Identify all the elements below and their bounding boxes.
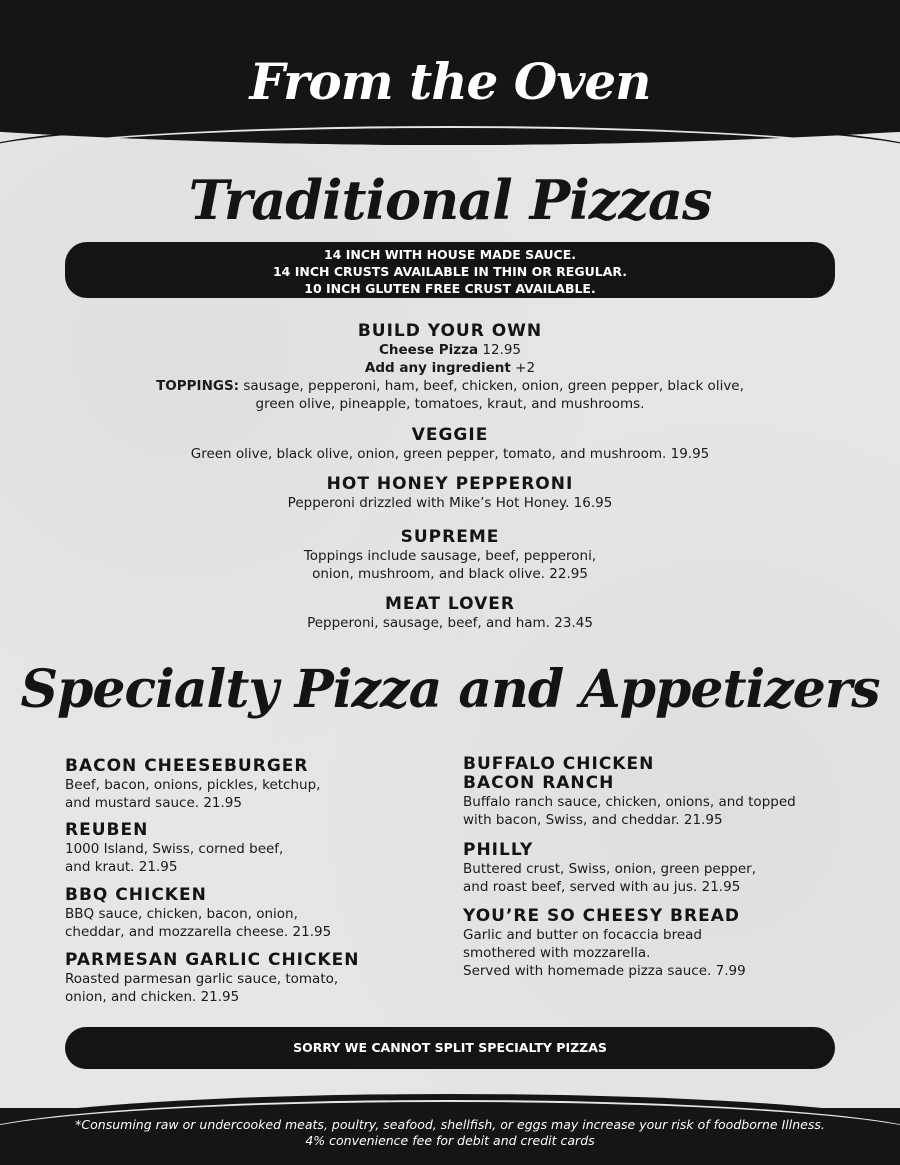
item-desc: and kraut. 21.95 bbox=[65, 859, 178, 875]
menu-item-bacon-cheeseburger bbox=[65, 757, 435, 812]
item-desc: cheddar, and mozzarella cheese. 21.95 bbox=[65, 924, 332, 940]
traditional-notes-banner bbox=[65, 242, 835, 298]
fee-line: 4% convenience fee for debit and credit cards bbox=[305, 1133, 595, 1148]
disclaimer-line: *Consuming raw or undercooked meats, poultry, seafood, shellfish, or eggs may increase your risk of foodborne Illness. bbox=[75, 1117, 825, 1132]
item-desc: Buffalo ranch sauce, chicken, onions, and topped bbox=[463, 794, 796, 810]
item-desc: Green olive, black olive, onion, green pepper, tomato, and mushroom. 19.95 bbox=[190, 446, 710, 462]
note-line: 14 INCH CRUSTS AVAILABLE IN THIN OR REGULAR. bbox=[272, 264, 628, 279]
menu-item-meat-lover bbox=[0, 594, 900, 632]
item-desc: with bacon, Swiss, and cheddar. 21.95 bbox=[463, 812, 723, 828]
item-desc: BBQ sauce, chicken, bacon, onion, bbox=[65, 906, 298, 922]
toppings-line bbox=[0, 377, 900, 395]
build-your-own bbox=[0, 321, 900, 413]
item-desc: Beef, bacon, onions, pickles, ketchup, bbox=[65, 777, 321, 793]
item-title: REUBEN bbox=[65, 820, 149, 840]
item-desc: and mustard sauce. 21.95 bbox=[65, 795, 242, 811]
menu-item-cheesy-bread bbox=[463, 907, 863, 980]
toppings-label: TOPPINGS: bbox=[156, 378, 240, 394]
item-title: YOU’RE SO CHEESY BREAD bbox=[463, 906, 740, 926]
item-desc: smothered with mozzarella. bbox=[463, 945, 651, 961]
item-desc: Garlic and butter on focaccia bread bbox=[463, 927, 702, 943]
item-title: BUILD YOUR OWN bbox=[357, 321, 543, 341]
item-title: BUFFALO CHICKEN bbox=[463, 754, 655, 774]
item-title: BACON RANCH bbox=[463, 773, 615, 793]
cheese-pizza-price: 12.95 bbox=[482, 342, 522, 358]
note-line: 10 INCH GLUTEN FREE CRUST AVAILABLE. bbox=[304, 281, 596, 296]
item-desc: onion, and chicken. 21.95 bbox=[65, 989, 240, 1005]
item-desc: Buttered crust, Swiss, onion, green pepper, bbox=[463, 861, 756, 877]
item-desc: Toppings include sausage, beef, pepperoni, bbox=[303, 548, 597, 564]
menu-item-hot-honey-pepperoni bbox=[0, 474, 900, 512]
footer-disclaimer bbox=[0, 1117, 900, 1149]
item-desc: 1000 Island, Swiss, corned beef, bbox=[65, 841, 284, 857]
cheese-pizza-line bbox=[0, 341, 900, 359]
item-title: SUPREME bbox=[400, 527, 500, 547]
menu-item-buffalo-chicken-bacon-ranch bbox=[463, 755, 863, 829]
menu-item-philly bbox=[463, 841, 863, 896]
menu-item-reuben bbox=[65, 821, 435, 876]
menu-item-bbq-chicken bbox=[65, 886, 435, 941]
specialty-notice-banner bbox=[65, 1027, 835, 1069]
menu-item-supreme bbox=[0, 527, 900, 583]
toppings-line-2: green olive, pineapple, tomatoes, kraut, and mushrooms. bbox=[255, 396, 645, 412]
traditional-title: Traditional Pizzas bbox=[188, 168, 712, 232]
item-title: VEGGIE bbox=[411, 425, 489, 445]
menu-item-veggie bbox=[0, 425, 900, 463]
menu-item-parmesan-garlic-chicken bbox=[65, 951, 435, 1006]
header-title: From the Oven bbox=[249, 52, 651, 111]
item-desc: Pepperoni drizzled with Mike’s Hot Honey. 16.95 bbox=[287, 495, 613, 511]
cheese-pizza-label: Cheese Pizza bbox=[378, 342, 479, 358]
item-title: PARMESAN GARLIC CHICKEN bbox=[65, 950, 360, 970]
toppings-list: sausage, pepperoni, ham, beef, chicken, onion, green pepper, black olive, bbox=[243, 378, 744, 394]
item-desc: Pepperoni, sausage, beef, and ham. 23.45 bbox=[307, 615, 593, 631]
item-desc: onion, mushroom, and black olive. 22.95 bbox=[312, 566, 588, 582]
item-title: BBQ CHICKEN bbox=[65, 885, 207, 905]
item-desc: Served with homemade pizza sauce. 7.99 bbox=[463, 963, 746, 979]
notice-text: SORRY WE CANNOT SPLIT SPECIALTY PIZZAS bbox=[293, 1040, 607, 1055]
add-ingredient-label: Add any ingredient bbox=[364, 360, 511, 376]
item-desc: and roast beef, served with au jus. 21.95 bbox=[463, 879, 741, 895]
item-title: MEAT LOVER bbox=[385, 594, 515, 614]
add-ingredient-price: +2 bbox=[515, 360, 536, 376]
item-title: PHILLY bbox=[463, 840, 534, 860]
note-line: 14 INCH WITH HOUSE MADE SAUCE. bbox=[323, 247, 577, 262]
item-title: BACON CHEESEBURGER bbox=[65, 756, 309, 776]
item-title: HOT HONEY PEPPERONI bbox=[326, 474, 574, 494]
add-ingredient-line bbox=[0, 359, 900, 377]
item-desc: Roasted parmesan garlic sauce, tomato, bbox=[65, 971, 339, 987]
specialty-title: Specialty Pizza and Appetizers bbox=[20, 659, 880, 720]
